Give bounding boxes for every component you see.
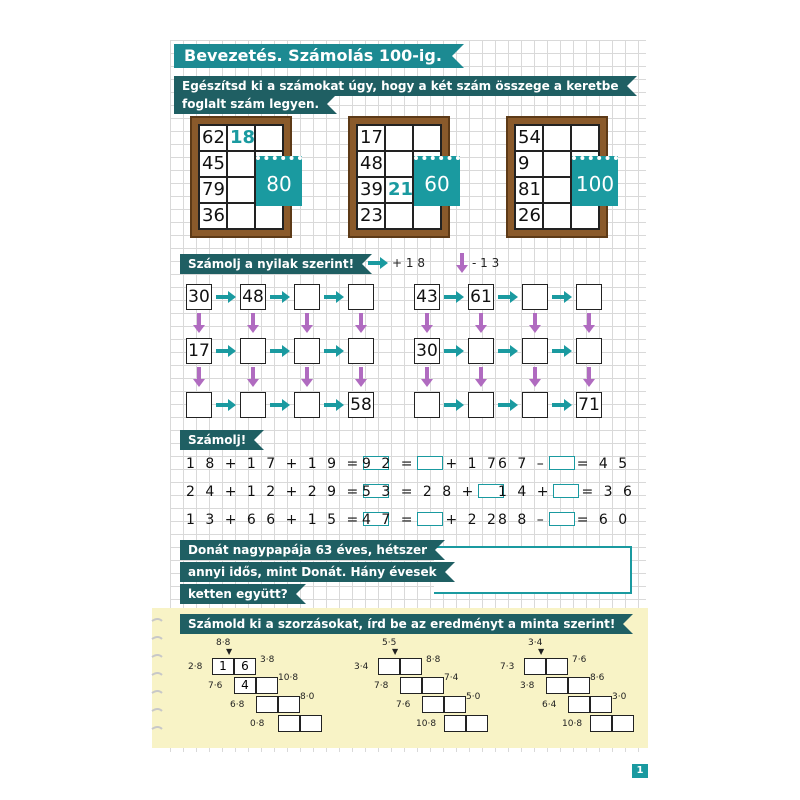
down-arrow-icon	[355, 313, 367, 333]
answer-box[interactable]	[348, 338, 374, 364]
answer-box[interactable]	[348, 284, 374, 310]
answer-box[interactable]	[468, 338, 494, 364]
frame-answer[interactable]: 18	[227, 125, 255, 151]
given-number-box: 17	[186, 338, 212, 364]
given-number-box: 58	[348, 392, 374, 418]
answer-box[interactable]	[256, 677, 278, 694]
down-arrow-icon	[583, 367, 595, 387]
word-problem-answer-box[interactable]	[434, 546, 632, 594]
down-arrow-icon	[301, 367, 313, 387]
right-arrow-icon	[324, 291, 344, 303]
factor-label: 3·8	[260, 655, 275, 665]
notebook-rings	[150, 615, 164, 745]
right-arrow-icon	[498, 291, 518, 303]
factor-label: 5·5	[382, 638, 397, 648]
equation: 1 3 + 6 6 + 1 5 =	[186, 512, 391, 528]
word-problem-line3: ketten együtt?	[180, 584, 296, 604]
equation: 1 8 + 1 7 + 1 9 =	[186, 456, 391, 472]
task1-instruction-line1: Egészítsd ki a számokat úgy, hogy a két szám összege a keretbe	[174, 76, 627, 96]
answer-box[interactable]	[444, 696, 466, 713]
answer-box[interactable]	[417, 456, 443, 470]
frame-answer[interactable]	[543, 203, 571, 229]
answer-box[interactable]	[553, 484, 579, 498]
frame-number: 26	[515, 203, 543, 229]
right-arrow-icon	[324, 399, 344, 411]
down-arrow-rule: - 1 3	[472, 256, 500, 270]
factor-label: 10·8	[416, 719, 437, 729]
frame-answer[interactable]	[227, 203, 255, 229]
equation: 9 2 = + 1 7	[362, 456, 499, 472]
equation: 8 8 – = 6 0	[498, 512, 631, 528]
down-arrow-icon	[529, 313, 541, 333]
down-arrow-icon: ▼	[538, 647, 545, 656]
answer-box[interactable]	[294, 284, 320, 310]
answer-box[interactable]	[240, 338, 266, 364]
answer-box[interactable]	[278, 715, 300, 732]
right-arrow-icon	[216, 291, 236, 303]
given-number-box: 61	[468, 284, 494, 310]
right-arrow-icon	[444, 399, 464, 411]
factor-label: 8·6	[590, 673, 605, 683]
frame-answer[interactable]	[227, 177, 255, 203]
answer-box[interactable]	[186, 392, 212, 418]
down-arrow-icon	[193, 367, 205, 387]
equation: 4 7 = + 2 2	[362, 512, 499, 528]
answer-box[interactable]	[400, 658, 422, 675]
factor-label: 10·8	[562, 719, 583, 729]
right-arrow-icon	[216, 345, 236, 357]
down-arrow-icon	[421, 367, 433, 387]
answer-box[interactable]	[549, 512, 575, 526]
answer-box[interactable]	[468, 392, 494, 418]
factor-label: 7·6	[396, 700, 411, 710]
answer-box[interactable]	[576, 338, 602, 364]
factor-label: 0·8	[250, 719, 265, 729]
word-problem-line1: Donát nagypapája 63 éves, hétszer	[180, 540, 435, 560]
frame-number: 39	[357, 177, 385, 203]
answer-box[interactable]	[546, 677, 568, 694]
answer-box[interactable]	[522, 338, 548, 364]
factor-label: 3·4	[354, 662, 369, 672]
right-arrow-icon	[552, 291, 572, 303]
answer-box[interactable]	[300, 715, 322, 732]
factor-label: 7·8	[374, 681, 389, 691]
given-number-box: 43	[414, 284, 440, 310]
answer-box[interactable]: 1	[212, 658, 234, 675]
factor-label: 7·6	[208, 681, 223, 691]
task5-instruction: Számold ki a szorzásokat, írd be az eredményt a minta szerint!	[180, 614, 623, 634]
answer-box[interactable]	[522, 284, 548, 310]
down-arrow-icon	[583, 313, 595, 333]
frame-number: 23	[357, 203, 385, 229]
answer-box[interactable]	[590, 696, 612, 713]
down-arrow-icon	[421, 313, 433, 333]
right-arrow-icon	[270, 291, 290, 303]
frame-number: 54	[515, 125, 543, 151]
answer-box[interactable]	[524, 658, 546, 675]
right-arrow-icon	[270, 399, 290, 411]
right-arrow-icon	[552, 345, 572, 357]
page-title: Bevezetés. Számolás 100-ig.	[174, 44, 452, 68]
frame-number: 62	[199, 125, 227, 151]
page-number: 1	[632, 764, 648, 778]
answer-box[interactable]	[522, 392, 548, 418]
frame-total-tag: 80	[256, 156, 302, 206]
factor-label: 3·4	[528, 638, 543, 648]
frame-total-tag: 100	[572, 156, 618, 206]
answer-box[interactable]	[400, 677, 422, 694]
down-arrow-icon	[247, 367, 259, 387]
answer-box[interactable]: 6	[234, 658, 256, 675]
task2-instruction: Számolj a nyilak szerint!	[180, 254, 362, 274]
word-problem-line2: annyi idős, mint Donát. Hány évesek	[180, 562, 445, 582]
equation: 2 4 + 1 2 + 2 9 =	[186, 484, 391, 500]
frame-total-tag: 60	[414, 156, 460, 206]
right-arrow-icon	[270, 345, 290, 357]
factor-label: 5·0	[466, 692, 481, 702]
factor-label: 8·0	[300, 692, 315, 702]
answer-box[interactable]	[240, 392, 266, 418]
frame-answer[interactable]	[543, 177, 571, 203]
answer-box[interactable]	[612, 715, 634, 732]
right-arrow-icon	[498, 345, 518, 357]
frame-answer[interactable]	[543, 151, 571, 177]
equation: 5 3 = 2 8 +	[362, 484, 506, 500]
right-arrow-icon	[444, 291, 464, 303]
down-arrow-icon: ▼	[226, 647, 233, 656]
right-arrow-icon	[498, 399, 518, 411]
down-arrow-icon	[247, 313, 259, 333]
down-arrow-icon	[529, 367, 541, 387]
answer-box[interactable]	[568, 696, 590, 713]
answer-box[interactable]	[444, 715, 466, 732]
answer-box[interactable]	[294, 338, 320, 364]
equation: 6 7 – = 4 5	[498, 456, 631, 472]
frame-answer[interactable]	[227, 151, 255, 177]
right-arrow-rule: + 1 8	[392, 256, 425, 270]
answer-box[interactable]	[549, 456, 575, 470]
frame-number: 48	[357, 151, 385, 177]
factor-label: 2·8	[188, 662, 203, 672]
frame-number: 17	[357, 125, 385, 151]
frame-answer[interactable]	[385, 203, 413, 229]
factor-label: 7·4	[444, 673, 459, 683]
frame-number: 45	[199, 151, 227, 177]
down-arrow-icon	[355, 367, 367, 387]
answer-box[interactable]	[422, 677, 444, 694]
down-arrow-icon	[301, 313, 313, 333]
task3-instruction: Számolj!	[180, 430, 254, 450]
answer-box[interactable]	[568, 677, 590, 694]
answer-box[interactable]	[422, 696, 444, 713]
factor-label: 3·0	[612, 692, 627, 702]
right-arrow-icon	[368, 257, 388, 269]
down-arrow-icon	[193, 313, 205, 333]
given-number-box: 30	[186, 284, 212, 310]
answer-box[interactable]	[546, 658, 568, 675]
right-arrow-icon	[324, 345, 344, 357]
frame-answer[interactable]	[543, 125, 571, 151]
answer-box[interactable]	[278, 696, 300, 713]
answer-box[interactable]: 4	[234, 677, 256, 694]
down-arrow-icon	[475, 313, 487, 333]
right-arrow-icon	[216, 399, 236, 411]
factor-label: 6·8	[230, 700, 245, 710]
factor-label: 10·8	[278, 673, 299, 683]
factor-label: 6·4	[542, 700, 557, 710]
answer-box[interactable]	[256, 696, 278, 713]
factor-label: 8·8	[426, 655, 441, 665]
down-arrow-icon: ▼	[392, 647, 399, 656]
frame-answer[interactable]	[385, 125, 413, 151]
frame-number: 9	[515, 151, 543, 177]
answer-box[interactable]	[414, 392, 440, 418]
answer-box[interactable]	[378, 658, 400, 675]
given-number-box: 71	[576, 392, 602, 418]
answer-box[interactable]	[417, 512, 443, 526]
factor-label: 7·3	[500, 662, 515, 672]
frame-number: 81	[515, 177, 543, 203]
down-arrow-icon	[475, 367, 487, 387]
answer-box[interactable]	[466, 715, 488, 732]
given-number-box: 48	[240, 284, 266, 310]
equation: 1 4 + = 3 6	[498, 484, 635, 500]
frame-answer[interactable]: 21	[385, 177, 413, 203]
answer-box[interactable]	[590, 715, 612, 732]
factor-label: 7·6	[572, 655, 587, 665]
factor-label: 3·8	[520, 681, 535, 691]
answer-box[interactable]	[576, 284, 602, 310]
right-arrow-icon	[552, 399, 572, 411]
task1-instruction-line2: foglalt szám legyen.	[174, 94, 327, 114]
frame-number: 79	[199, 177, 227, 203]
answer-box[interactable]	[294, 392, 320, 418]
right-arrow-icon	[444, 345, 464, 357]
factor-label: 8·8	[216, 638, 231, 648]
given-number-box: 30	[414, 338, 440, 364]
frame-answer[interactable]	[385, 151, 413, 177]
down-arrow-icon	[456, 253, 468, 273]
frame-number: 36	[199, 203, 227, 229]
